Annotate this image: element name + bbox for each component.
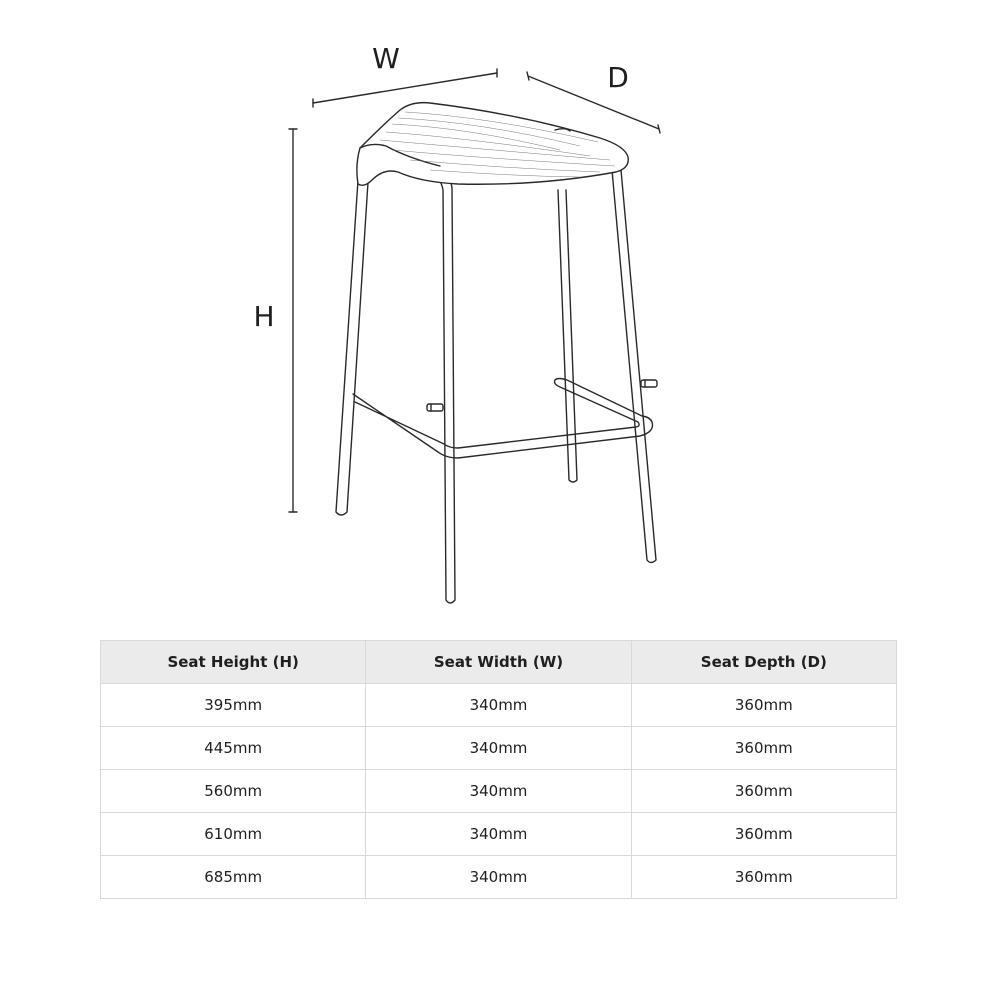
footrest-bolt-left: [427, 404, 443, 411]
width-dimension-line: [313, 69, 497, 107]
seat-shell: [357, 103, 628, 186]
cell-seat-height: 445mm: [101, 727, 366, 770]
cell-seat-width: 340mm: [366, 727, 631, 770]
cell-seat-depth: 360mm: [631, 856, 896, 899]
table-row: [101, 727, 897, 770]
header-seat-height: Seat Height (H): [101, 641, 366, 684]
cell-seat-depth: 360mm: [631, 770, 896, 813]
cell-seat-width: 340mm: [366, 856, 631, 899]
cell-seat-depth: 360mm: [631, 684, 896, 727]
table-row: [101, 770, 897, 813]
cell-seat-height: 610mm: [101, 813, 366, 856]
width-label: W: [372, 42, 400, 75]
dimensions-table: [100, 640, 897, 899]
cell-seat-height: 395mm: [101, 684, 366, 727]
height-dimension-line: [289, 129, 297, 512]
rear-right-leg: [612, 170, 656, 563]
header-seat-depth: Seat Depth (D): [631, 641, 896, 684]
depth-label: D: [607, 61, 629, 94]
cell-seat-width: 340mm: [366, 770, 631, 813]
footrest-bolt-right: [641, 380, 657, 387]
table-row: [101, 813, 897, 856]
front-right-leg: [432, 171, 455, 603]
table-header-row: [101, 641, 897, 684]
table-row: [101, 684, 897, 727]
front-left-leg: [336, 180, 368, 515]
cell-seat-width: 340mm: [366, 684, 631, 727]
footrest-ring: [353, 379, 653, 459]
cell-seat-depth: 360mm: [631, 813, 896, 856]
table-row: [101, 856, 897, 899]
height-label: H: [253, 300, 275, 333]
rear-left-leg: [558, 190, 577, 482]
cell-seat-width: 340mm: [366, 813, 631, 856]
cell-seat-height: 560mm: [101, 770, 366, 813]
cell-seat-height: 685mm: [101, 856, 366, 899]
header-seat-width: Seat Width (W): [366, 641, 631, 684]
cell-seat-depth: 360mm: [631, 727, 896, 770]
